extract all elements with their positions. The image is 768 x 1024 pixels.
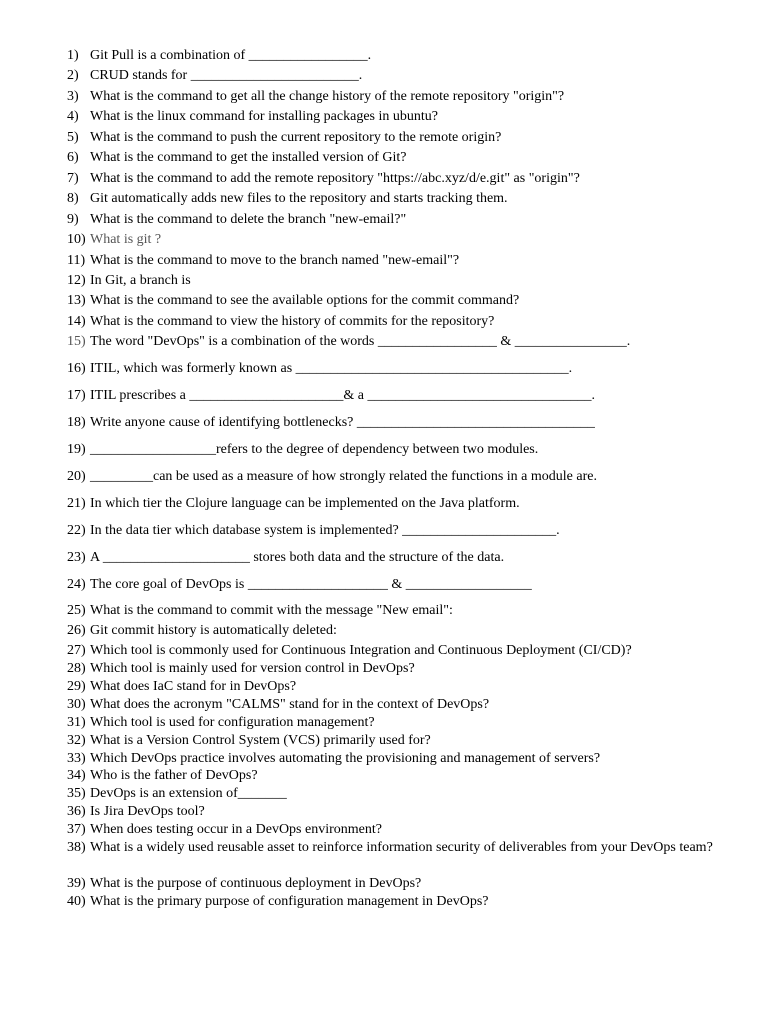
question-3 bbox=[67, 88, 732, 105]
question-number: 23) bbox=[67, 550, 86, 565]
question-17 bbox=[67, 387, 732, 404]
question-text: __________________refers to the degree of dependency between two modules. bbox=[90, 442, 539, 457]
question-30 bbox=[67, 696, 732, 713]
question-27 bbox=[67, 642, 732, 659]
question-21 bbox=[67, 495, 732, 512]
question-40 bbox=[67, 893, 732, 910]
question-number: 6) bbox=[67, 150, 79, 165]
question-number: 38) bbox=[67, 840, 86, 855]
question-14 bbox=[67, 313, 732, 330]
question-9 bbox=[67, 211, 732, 228]
question-number: 1) bbox=[67, 48, 79, 63]
question-text: ITIL, which was formerly known as _______________________________________. bbox=[90, 361, 573, 376]
question-29 bbox=[67, 678, 732, 695]
question-number: 36) bbox=[67, 804, 86, 819]
question-text: What is a Version Control System (VCS) primarily used for? bbox=[90, 733, 431, 748]
question-text: What does IaC stand for in DevOps? bbox=[90, 679, 297, 694]
question-number: 15) bbox=[67, 334, 86, 349]
question-text: In which tier the Clojure language can be implemented on the Java platform. bbox=[90, 496, 520, 511]
question-number: 17) bbox=[67, 388, 86, 403]
question-text: _________can be used as a measure of how strongly related the functions in a module are. bbox=[90, 469, 597, 484]
question-number: 10) bbox=[67, 232, 86, 247]
question-25 bbox=[67, 602, 732, 619]
question-1 bbox=[67, 47, 732, 64]
question-text: Which tool is mainly used for version control in DevOps? bbox=[90, 661, 415, 676]
question-13 bbox=[67, 292, 732, 309]
question-number: 13) bbox=[67, 293, 86, 308]
question-text: When does testing occur in a DevOps environment? bbox=[90, 822, 382, 837]
question-19 bbox=[67, 441, 732, 458]
question-number: 35) bbox=[67, 786, 86, 801]
question-number: 3) bbox=[67, 89, 79, 104]
question-number: 20) bbox=[67, 469, 86, 484]
question-number: 2) bbox=[67, 68, 79, 83]
question-number: 31) bbox=[67, 715, 86, 730]
question-text: What is the command to move to the branch named "new-email"? bbox=[90, 253, 460, 268]
question-number: 26) bbox=[67, 623, 86, 638]
question-number: 39) bbox=[67, 876, 86, 891]
question-16 bbox=[67, 360, 732, 377]
question-number: 19) bbox=[67, 442, 86, 457]
question-text: What is the linux command for installing packages in ubuntu? bbox=[90, 109, 438, 124]
question-number: 9) bbox=[67, 212, 79, 227]
question-number: 4) bbox=[67, 109, 79, 124]
question-37 bbox=[67, 821, 732, 838]
question-39 bbox=[67, 875, 732, 892]
question-text: What is the command to get all the change history of the remote repository "origin"? bbox=[90, 89, 565, 104]
question-text: Who is the father of DevOps? bbox=[90, 768, 258, 783]
question-2 bbox=[67, 67, 732, 84]
question-text: What is the primary purpose of configuration management in DevOps? bbox=[90, 894, 489, 909]
question-text: What is the purpose of continuous deployment in DevOps? bbox=[90, 876, 422, 891]
question-text: What is git ? bbox=[90, 232, 162, 247]
question-number: 16) bbox=[67, 361, 86, 376]
question-number: 28) bbox=[67, 661, 86, 676]
question-text: Write anyone cause of identifying bottlenecks? __________________________________ bbox=[90, 415, 595, 430]
question-number: 18) bbox=[67, 415, 86, 430]
question-12 bbox=[67, 272, 732, 289]
question-38 bbox=[67, 839, 732, 856]
question-35 bbox=[67, 785, 732, 802]
question-number: 25) bbox=[67, 603, 86, 618]
question-text: What is the command to get the installed version of Git? bbox=[90, 150, 407, 165]
question-18 bbox=[67, 414, 732, 431]
question-11 bbox=[67, 252, 732, 269]
question-text: What is the command to view the history of commits for the repository? bbox=[90, 314, 495, 329]
question-text: Which DevOps practice involves automating the provisioning and management of servers? bbox=[90, 751, 601, 766]
question-text: Git commit history is automatically deleted: bbox=[90, 623, 337, 638]
question-text: Git Pull is a combination of _________________. bbox=[90, 48, 372, 63]
question-text: ITIL prescribes a ______________________& a ________________________________. bbox=[90, 388, 595, 403]
question-text: Which tool is used for configuration management? bbox=[90, 715, 375, 730]
question-number: 11) bbox=[67, 253, 86, 268]
question-20 bbox=[67, 468, 732, 485]
question-text: What is the command to commit with the message "New email": bbox=[90, 603, 453, 618]
question-number: 29) bbox=[67, 679, 86, 694]
question-text: What is a widely used reusable asset to reinforce information security of deliverables from your DevOps team? bbox=[90, 840, 713, 855]
question-number: 7) bbox=[67, 171, 79, 186]
question-text: In the data tier which database system is implemented? ______________________. bbox=[90, 523, 560, 538]
question-number: 27) bbox=[67, 643, 86, 658]
question-number: 37) bbox=[67, 822, 86, 837]
question-text: The core goal of DevOps is ____________________ & __________________ bbox=[90, 577, 532, 592]
question-number: 30) bbox=[67, 697, 86, 712]
question-number: 40) bbox=[67, 894, 86, 909]
question-31 bbox=[67, 714, 732, 731]
question-36 bbox=[67, 803, 732, 820]
question-34 bbox=[67, 767, 732, 784]
question-number: 34) bbox=[67, 768, 86, 783]
question-number: 22) bbox=[67, 523, 86, 538]
question-text: Git automatically adds new files to the repository and starts tracking them. bbox=[90, 191, 508, 206]
question-15 bbox=[67, 333, 732, 350]
question-text: What does the acronym "CALMS" stand for in the context of DevOps? bbox=[90, 697, 490, 712]
question-text: A _____________________ stores both data and the structure of the data. bbox=[90, 550, 505, 565]
question-text: CRUD stands for ________________________. bbox=[90, 68, 363, 83]
question-text: In Git, a branch is bbox=[90, 273, 191, 288]
question-24 bbox=[67, 576, 732, 593]
question-text: The word "DevOps" is a combination of the words _________________ & ________________. bbox=[90, 334, 631, 349]
question-number: 14) bbox=[67, 314, 86, 329]
question-28 bbox=[67, 660, 732, 677]
question-26 bbox=[67, 622, 732, 639]
question-number: 33) bbox=[67, 751, 86, 766]
question-number: 8) bbox=[67, 191, 79, 206]
question-text: What is the command to push the current repository to the remote origin? bbox=[90, 130, 502, 145]
question-32 bbox=[67, 732, 732, 749]
question-text: What is the command to see the available options for the commit command? bbox=[90, 293, 520, 308]
question-number: 21) bbox=[67, 496, 86, 511]
question-number: 24) bbox=[67, 577, 86, 592]
question-number: 12) bbox=[67, 273, 86, 288]
question-33 bbox=[67, 750, 732, 767]
question-8 bbox=[67, 190, 732, 207]
question-number: 5) bbox=[67, 130, 79, 145]
question-7 bbox=[67, 170, 732, 187]
question-10 bbox=[67, 231, 732, 248]
question-23 bbox=[67, 549, 732, 566]
question-5 bbox=[67, 129, 732, 146]
question-text: What is the command to delete the branch "new-email?" bbox=[90, 212, 407, 227]
question-22 bbox=[67, 522, 732, 539]
question-text: Which tool is commonly used for Continuous Integration and Continuous Deployment (CI/CD)? bbox=[90, 643, 632, 658]
question-text: What is the command to add the remote repository "https://abc.xyz/d/e.git" as "origin"? bbox=[90, 171, 580, 186]
question-4 bbox=[67, 108, 732, 125]
question-number: 32) bbox=[67, 733, 86, 748]
question-text: DevOps is an extension of_______ bbox=[90, 786, 287, 801]
question-6 bbox=[67, 149, 732, 166]
question-text: Is Jira DevOps tool? bbox=[90, 804, 205, 819]
